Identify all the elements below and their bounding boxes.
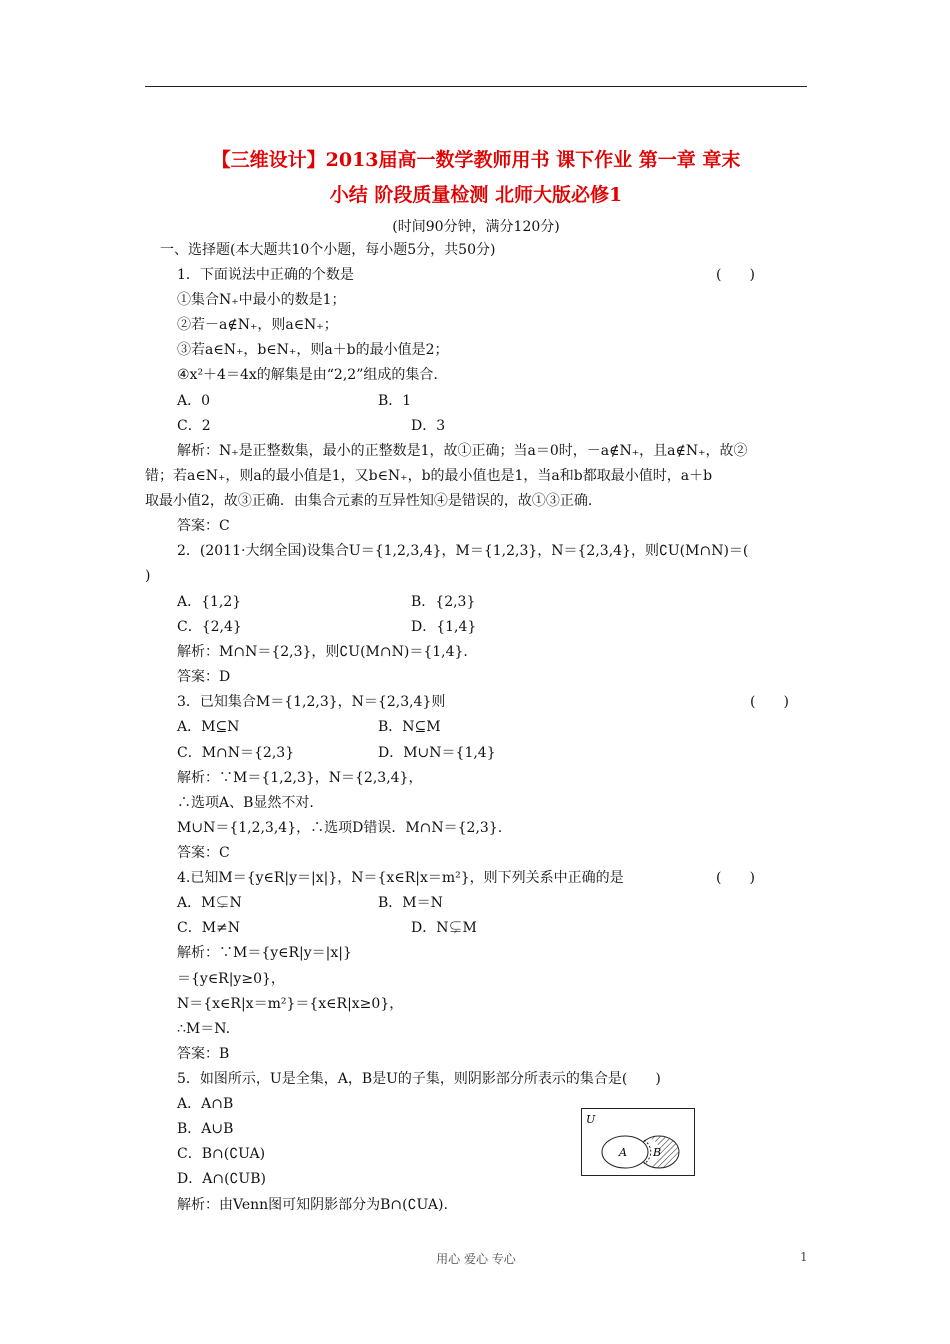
q4-option-c: C．M≠N: [177, 920, 241, 936]
q3-option-c: C．M∩N＝{2,3}: [177, 745, 295, 761]
q5-option-a: A．A∩B: [177, 1096, 234, 1112]
q4-analysis-3: N＝{x∈R|x＝m²}＝{x∈R|x≥0}，: [177, 996, 404, 1012]
q3-analysis-1: 解析：∵M＝{1,2,3}，N＝{2,3,4}，: [177, 770, 423, 786]
q4-analysis-2: ＝{y∈R|y≥0}，: [177, 971, 285, 987]
q4-analysis-1: 解析：∵M＝{y∈R|y＝|x|}: [177, 945, 352, 961]
q2-option-a: A．{1,2}: [177, 594, 242, 610]
q2-option-d: D．{1,4}: [411, 619, 477, 635]
q1-answer: 答案：C: [177, 518, 230, 534]
q3-option-d: D．M∪N＝{1,4}: [378, 745, 496, 761]
q1-analysis-2: 错；若a∈N₊，则a的最小值是1，又b∈N₊，b的最小值也是1，当a和b都取最小值时，a＋b: [145, 468, 713, 484]
q1-option-b: B．1: [378, 393, 412, 409]
venn-label-b: B: [653, 1146, 662, 1159]
venn-label-u: U: [586, 1113, 596, 1126]
q4-option-a: A．M⊊N: [177, 895, 242, 911]
q3-option-a: A．M⊆N: [177, 719, 240, 735]
q3-bracket: ( ): [750, 694, 789, 710]
q5-stem: 5．如图所示，U是全集，A，B是U的子集，则阴影部分所表示的集合是( ): [177, 1071, 661, 1087]
venn-diagram: [581, 1108, 695, 1176]
q2-analysis: 解析：M∩N＝{2,3}，则∁U(M∩N)＝{1,4}.: [177, 644, 468, 660]
q1-item-2: ②若－a∉N₊，则a∈N₊；: [177, 317, 338, 333]
title-line-2: 小结 阶段质量检测 北师大版必修1: [329, 184, 623, 206]
q3-stem: 3．已知集合M＝{1,2,3}，N＝{2,3,4}则: [177, 694, 446, 710]
q4-analysis-4: ∴M＝N.: [177, 1021, 231, 1037]
q1-analysis-1: 解析：N₊是正整数集，最小的正整数是1，故①正确；当a＝0时，－a∉N₊，且a∉N₊，故②: [177, 443, 748, 459]
q1-item-3: ③若a∈N₊，b∈N₊，则a＋b的最小值是2；: [177, 342, 449, 358]
q4-option-d: D．N⊊M: [411, 920, 477, 936]
q1-option-c: C．2: [177, 418, 211, 434]
q5-option-d: D．A∩(∁UB): [177, 1171, 266, 1187]
q4-bracket: ( ): [716, 870, 755, 886]
footer-text: 用心 爱心 专心: [436, 1252, 516, 1266]
q1-item-1: ①集合N₊中最小的数是1；: [177, 292, 346, 308]
q3-analysis-2: ∴选项A、B显然不对.: [177, 795, 314, 811]
q2-option-c: C．{2,4}: [177, 619, 242, 635]
q1-option-a: A．0: [177, 393, 211, 409]
q5-analysis: 解析：由Venn图可知阴影部分为B∩(∁UA).: [177, 1197, 448, 1213]
q1-analysis-3: 取最小值2，故③正确．由集合元素的互异性知④是错误的，故①③正确.: [145, 493, 593, 509]
q2-stem-cont: ): [145, 568, 151, 584]
q1-bracket: ( ): [716, 267, 755, 283]
header-rule: [145, 86, 807, 87]
q2-answer: 答案：D: [177, 669, 231, 685]
q1-item-4: ④x²＋4＝4x的解集是由“2,2”组成的集合.: [177, 367, 438, 383]
subtitle: (时间90分钟，满分120分): [392, 219, 560, 235]
venn-label-a: A: [619, 1146, 627, 1159]
section-heading: 一、选择题(本大题共10个小题，每小题5分，共50分): [160, 242, 496, 258]
q4-option-b: B．M＝N: [378, 895, 443, 911]
q3-answer: 答案：C: [177, 845, 230, 861]
page-number: 1: [800, 1250, 808, 1264]
q2-option-b: B．{2,3}: [411, 594, 476, 610]
q1-stem: 1．下面说法中正确的个数是: [177, 267, 354, 283]
q5-option-b: B．A∪B: [177, 1121, 234, 1137]
q4-stem: 4.已知M＝{y∈R|y＝|x|}，N＝{x∈R|x＝m²}，则下列关系中正确的是: [177, 870, 624, 886]
q3-analysis-3: M∪N＝{1,2,3,4}，∴选项D错误．M∩N＝{2,3}.: [177, 820, 503, 836]
q4-answer: 答案：B: [177, 1046, 230, 1062]
q2-stem: 2．(2011·大纲全国)设集合U＝{1,2,3,4}，M＝{1,2,3}，N＝{2,3,4}，则∁U(M∩N)＝(: [177, 543, 749, 559]
q3-option-b: B．N⊆M: [378, 719, 441, 735]
title-line-1: 【三维设计】2013届高一数学教师用书 课下作业 第一章 章末: [211, 149, 741, 171]
q5-option-c: C．B∩(∁UA): [177, 1146, 266, 1162]
q1-option-d: D．3: [411, 418, 446, 434]
